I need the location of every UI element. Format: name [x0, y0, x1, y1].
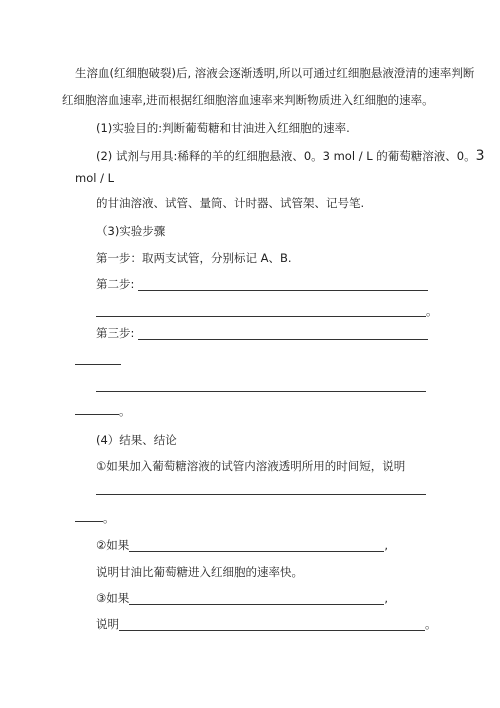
step-2-blank-2[interactable]	[96, 316, 426, 317]
result-3-explain-label: 说明	[96, 617, 119, 631]
result-1-blank-2[interactable]	[75, 521, 103, 522]
result-2-conclusion: 说明甘油比葡萄糖进入红细胞的速率快。	[96, 565, 303, 579]
step-3-blank-1[interactable]	[138, 329, 428, 340]
result-3-period: 。	[425, 617, 437, 631]
step-3-period: 。	[119, 404, 131, 418]
results-heading: (4）结果、结论	[96, 433, 177, 447]
step-3-blank-2[interactable]	[75, 364, 121, 365]
result-3-blank-2[interactable]	[119, 620, 425, 631]
reagents-line-1-text: (2) 试剂与用具:稀释的羊的红细胞悬液、0。3 mol / L 的葡萄糖溶液、0。	[96, 149, 476, 163]
result-3-blank-1[interactable]	[129, 594, 384, 605]
step-2-period: 。	[426, 304, 438, 318]
result-1-blank-1[interactable]	[96, 494, 426, 495]
step-2-blank-1[interactable]	[138, 280, 428, 291]
steps-heading: （3)实验步骤	[96, 224, 166, 238]
step-3-row	[96, 326, 428, 340]
result-3-explain-row	[96, 617, 437, 631]
result-3-row	[96, 591, 388, 605]
step-3-blank-3[interactable]	[96, 391, 426, 392]
reagents-line-3: 的甘油溶液、试管、量筒、计时器、试管架、记号笔.	[96, 196, 365, 210]
step-3-label: 第三步:	[96, 326, 135, 340]
reagents-line-1-number: 3	[475, 148, 485, 164]
experiment-purpose: (1)实验目的:判断葡萄糖和甘油进入红细胞的速率.	[96, 121, 350, 135]
result-2-label: ②如果	[96, 538, 130, 552]
result-2-comma: ,	[384, 538, 388, 552]
step-1: 第一步：取两支试管，分别标记 A、B.	[96, 251, 292, 265]
intro-line-2: 红细胞溶血速率,进而根据红细胞溶血速率来判断物质进入红细胞的速率。	[62, 93, 434, 107]
result-3-comma: ,	[384, 591, 388, 605]
intro-line-1: 生溶血(红细胞破裂)后, 溶液会逐渐透明,所以可通过红细胞悬液澄清的速率判断	[75, 66, 475, 80]
result-2-blank[interactable]	[129, 541, 384, 552]
result-2-row	[96, 538, 388, 552]
step-2-label: 第二步:	[96, 277, 135, 291]
reagents-line-2: mol / L	[75, 171, 115, 185]
reagents-line-1	[96, 149, 485, 163]
step-3-blank-4[interactable]	[75, 414, 119, 415]
result-3-label: ③如果	[96, 591, 130, 605]
result-1-text: ①如果加入葡萄糖溶液的试管内溶液透明所用的时间短，说明	[96, 459, 406, 473]
step-2-row	[96, 277, 428, 291]
result-1-period: 。	[103, 511, 115, 525]
